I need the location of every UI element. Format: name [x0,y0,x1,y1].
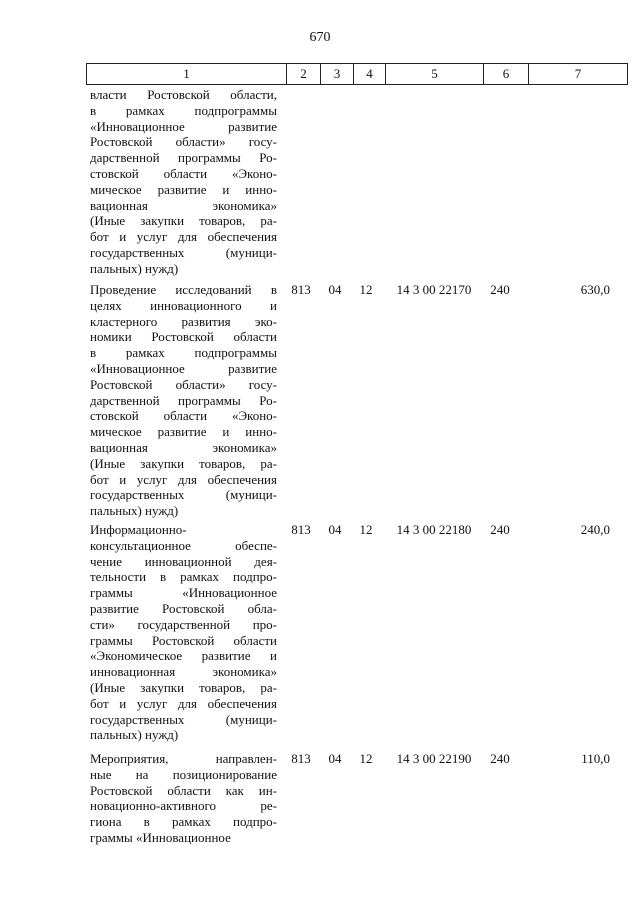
column-number-5: 5 [386,64,484,85]
description-line: ные на позиционирование [90,766,277,782]
description-line: бот и услуг для обеспечения [90,471,277,487]
cell-expense-type: 240 [490,522,510,537]
cell-expense-type: 240 [490,282,510,297]
description-line: пальных) нужд) [90,503,179,519]
cell-ministry-code: 813 [291,751,311,766]
description-line: «Инновационное развитие [90,118,277,134]
description-line: стовской области «Эконо- [90,408,277,424]
description-line: «Экономическое развитие и [90,648,277,664]
description-line: граммы Ростовской области [90,632,277,648]
description-line: дарственной программы Ро- [90,150,277,166]
description-line: граммы «Инновационное [90,585,277,601]
description-line: целях инновационного и [90,297,277,313]
description-line: Мероприятия, направлен- [90,751,277,766]
description-line: дарственной программы Ро- [90,392,277,408]
column-number-6: 6 [484,64,529,85]
description-line: Ростовской области» госу- [90,376,277,392]
description-line: (Иные закупки товаров, ра- [90,455,277,471]
description-line: сти» государственной про- [90,616,277,632]
cell-expense-type: 240 [490,751,510,766]
page-number: 670 [309,30,331,45]
description-line: консультационное обеспе- [90,537,277,553]
column-number-7: 7 [529,64,628,85]
description-line: кластерного развития эко- [90,313,277,329]
description-line: государственных (муници- [90,711,277,727]
cell-target-article: 14 3 00 22190 [396,751,472,766]
column-number-1: 1 [87,64,287,85]
description-line: государственных (муници- [90,244,277,260]
row-description [90,751,277,846]
column-number-2: 2 [287,64,321,85]
description-line: Информационно- [90,522,187,537]
description-line: развитие Ростовской обла- [90,600,277,616]
description-line: вационная экономика» [90,439,277,455]
description-line: Ростовской области как ин- [90,782,277,798]
description-line: мическое развитие и инно- [90,181,277,197]
description-line: бот и услуг для обеспечения [90,695,277,711]
description-line: новационно-активного ре- [90,798,277,814]
column-number-3: 3 [321,64,354,85]
column-number-4: 4 [354,64,386,85]
table-row [86,751,622,851]
description-line: в рамках подпрограммы [90,102,277,118]
description-line: Ростовской области» госу- [90,134,277,150]
table-row [86,522,622,751]
description-line: бот и услуг для обеспечения [90,229,277,245]
cell-section-code: 04 [328,282,342,297]
description-line: (Иные закупки товаров, ра- [90,679,277,695]
row-description [90,87,277,277]
description-line: Проведение исследований в [90,282,277,297]
cell-amount: 630,0 [580,282,610,297]
cell-target-article: 14 3 00 22180 [396,522,472,537]
description-line: пальных) нужд) [90,260,179,276]
description-line: номики Ростовской области [90,329,277,345]
description-line: вационная экономика» [90,197,277,213]
cell-target-article: 14 3 00 22170 [396,282,472,297]
description-line: «Инновационное развитие [90,360,277,376]
description-line: в рамках подпрограммы [90,345,277,361]
description-line: мическое развитие и инно- [90,424,277,440]
description-line: чение инновационной дея- [90,553,277,569]
description-line: тельности в рамках подпро- [90,569,277,585]
description-line: гиона в рамках подпро- [90,814,277,830]
column-header-row [86,63,628,85]
description-line: власти Ростовской области, [90,87,277,102]
description-line: граммы «Инновационное [90,829,231,845]
row-description [90,282,277,519]
table-row [86,87,622,282]
description-line: государственных (муници- [90,487,277,503]
cell-section-code: 04 [328,522,342,537]
description-line: пальных) нужд) [90,727,179,743]
cell-subsection-code: 12 [359,751,373,766]
cell-section-code: 04 [328,751,342,766]
cell-ministry-code: 813 [291,522,311,537]
description-line: стовской области «Эконо- [90,165,277,181]
budget-table-body [86,87,622,851]
cell-amount: 110,0 [581,751,610,766]
row-description [90,522,277,743]
cell-amount: 240,0 [580,522,610,537]
cell-ministry-code: 813 [291,282,311,297]
table-row [86,282,622,522]
cell-subsection-code: 12 [359,522,373,537]
description-line: (Иные закупки товаров, ра- [90,213,277,229]
description-line: инновационная экономика» [90,664,277,680]
cell-subsection-code: 12 [359,282,373,297]
